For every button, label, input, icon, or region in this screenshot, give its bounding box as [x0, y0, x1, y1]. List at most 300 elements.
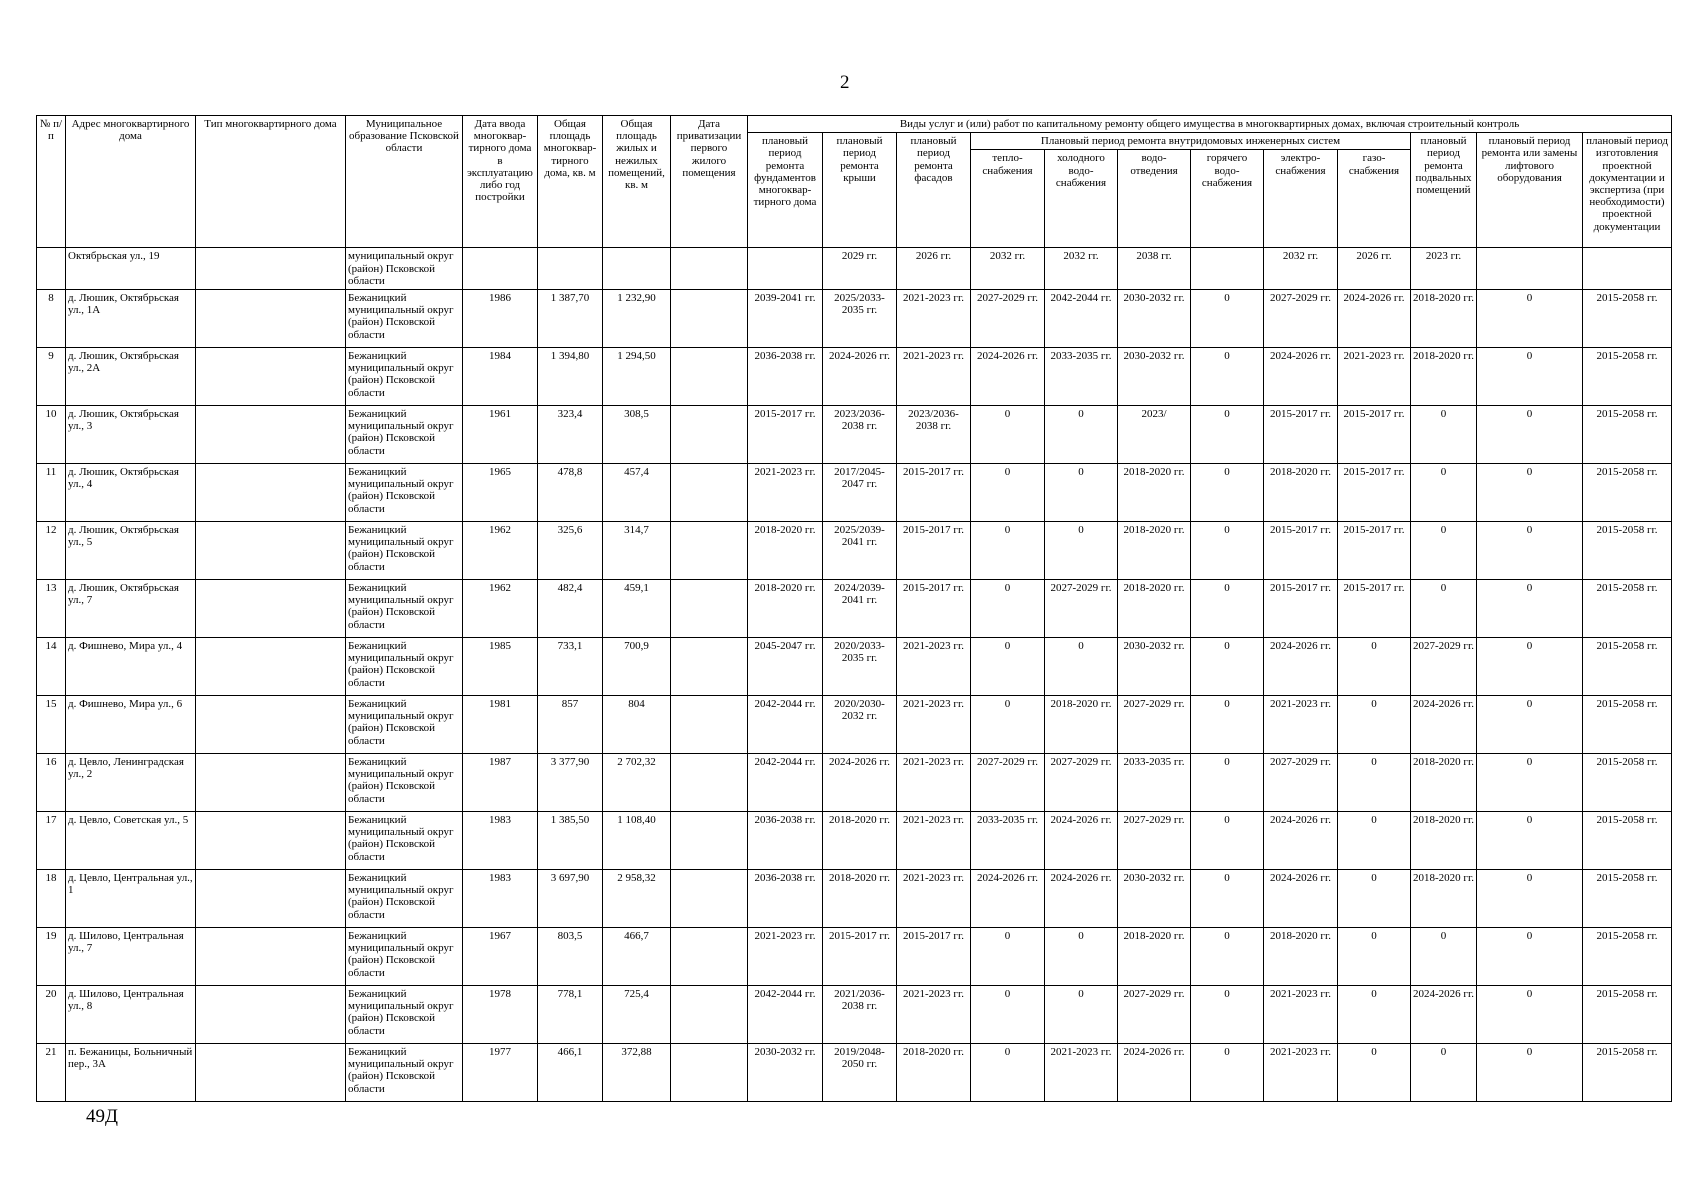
cell-privatization: [671, 522, 748, 580]
col-header-hot-water: горячего водо-снабжения: [1191, 150, 1264, 248]
cell-total-area: [538, 248, 603, 290]
cell-house-type: [196, 638, 346, 696]
cell-living-area: 2 958,32: [603, 870, 671, 928]
cell-privatization: [671, 696, 748, 754]
cell-electric: 2024-2026 гг.: [1264, 348, 1338, 406]
cell-basement: 2023 гг.: [1411, 248, 1477, 290]
cell-living-area: 1 232,90: [603, 290, 671, 348]
col-header-privatization-date: Дата приватизации первого жилого помещения: [671, 116, 748, 248]
cell-year: 1987: [463, 754, 538, 812]
cell-address: д. Цевло, Центральная ул., 1: [66, 870, 196, 928]
cell-design: 2015-2058 гг.: [1583, 928, 1672, 986]
cell-hot-water: 0: [1191, 348, 1264, 406]
col-header-gas: газо-снабжения: [1338, 150, 1411, 248]
cell-roof: 2024/2039-2041 гг.: [823, 580, 897, 638]
cell-electric: 2021-2023 гг.: [1264, 696, 1338, 754]
cell-elevator: 0: [1477, 870, 1583, 928]
cell-basement: 2024-2026 гг.: [1411, 986, 1477, 1044]
cell-house-type: [196, 464, 346, 522]
cell-design: 2015-2058 гг.: [1583, 1044, 1672, 1102]
cell-privatization: [671, 928, 748, 986]
cell-living-area: 308,5: [603, 406, 671, 464]
cell-year: 1978: [463, 986, 538, 1044]
table-row: [37, 522, 1672, 580]
cell-drainage: 2030-2032 гг.: [1118, 348, 1191, 406]
cell-elevator: 0: [1477, 580, 1583, 638]
cell-cold-water: 0: [1045, 928, 1118, 986]
col-header-commission-date: Дата ввода многоквар-тирного дома в эксплуатацию либо год постройки: [463, 116, 538, 248]
cell-drainage: 2018-2020 гг.: [1118, 464, 1191, 522]
cell-house-type: [196, 696, 346, 754]
cell-foundation: 2042-2044 гг.: [748, 696, 823, 754]
cell-design: 2015-2058 гг.: [1583, 870, 1672, 928]
cell-hot-water: 0: [1191, 406, 1264, 464]
cell-address: д. Фишнево, Мира ул., 4: [66, 638, 196, 696]
cell-roof: 2023/2036-2038 гг.: [823, 406, 897, 464]
cell-basement: 0: [1411, 580, 1477, 638]
cell-house-type: [196, 406, 346, 464]
cell-cold-water: 2033-2035 гг.: [1045, 348, 1118, 406]
cell-privatization: [671, 986, 748, 1044]
table-row: [37, 696, 1672, 754]
col-header-heat: тепло-снабжения: [971, 150, 1045, 248]
cell-address: д. Цевло, Ленинградская ул., 2: [66, 754, 196, 812]
cell-num: 18: [37, 870, 66, 928]
col-header-basement: плановый период ремонта подвальных помещений: [1411, 133, 1477, 248]
cell-elevator: 0: [1477, 522, 1583, 580]
cell-roof: 2025/2033-2035 гг.: [823, 290, 897, 348]
cell-design: 2015-2058 гг.: [1583, 406, 1672, 464]
table-row: [37, 1044, 1672, 1102]
cell-facade: 2021-2023 гг.: [897, 986, 971, 1044]
cell-design: 2015-2058 гг.: [1583, 812, 1672, 870]
cell-address: д. Цевло, Советская ул., 5: [66, 812, 196, 870]
cell-basement: 0: [1411, 406, 1477, 464]
cell-num: 21: [37, 1044, 66, 1102]
col-header-address: Адрес многоквартирного дома: [66, 116, 196, 248]
cell-heat: 0: [971, 638, 1045, 696]
cell-year: 1983: [463, 812, 538, 870]
cell-drainage: 2030-2032 гг.: [1118, 870, 1191, 928]
cell-total-area: 1 385,50: [538, 812, 603, 870]
cell-heat: 2027-2029 гг.: [971, 754, 1045, 812]
page-number: 2: [840, 72, 850, 93]
table-row-continued: [37, 248, 1672, 290]
table-row: [37, 406, 1672, 464]
cell-facade: 2026 гг.: [897, 248, 971, 290]
cell-privatization: [671, 754, 748, 812]
cell-roof: 2018-2020 гг.: [823, 812, 897, 870]
cell-design: 2015-2058 гг.: [1583, 696, 1672, 754]
cell-address: д. Люшик, Октябрьская ул., 3: [66, 406, 196, 464]
cell-basement: 2018-2020 гг.: [1411, 812, 1477, 870]
cell-basement: 0: [1411, 464, 1477, 522]
cell-foundation: 2036-2038 гг.: [748, 812, 823, 870]
cell-municipality: Бежаницкий муниципальный округ (район) Псковской области: [346, 812, 463, 870]
cell-privatization: [671, 580, 748, 638]
cell-municipality: Бежаницкий муниципальный округ (район) Псковской области: [346, 1044, 463, 1102]
cell-facade: 2015-2017 гг.: [897, 580, 971, 638]
cell-house-type: [196, 812, 346, 870]
cell-electric: 2015-2017 гг.: [1264, 406, 1338, 464]
cell-facade: 2021-2023 гг.: [897, 348, 971, 406]
cell-year: 1986: [463, 290, 538, 348]
cell-facade: 2021-2023 гг.: [897, 812, 971, 870]
cell-design: 2015-2058 гг.: [1583, 986, 1672, 1044]
cell-gas: 0: [1338, 696, 1411, 754]
cell-num: 15: [37, 696, 66, 754]
cell-cold-water: 2027-2029 гг.: [1045, 754, 1118, 812]
cell-roof: 2024-2026 гг.: [823, 348, 897, 406]
cell-gas: 2015-2017 гг.: [1338, 406, 1411, 464]
cell-design: 2015-2058 гг.: [1583, 754, 1672, 812]
cell-num: 8: [37, 290, 66, 348]
cell-foundation: 2042-2044 гг.: [748, 754, 823, 812]
cell-basement: 2018-2020 гг.: [1411, 290, 1477, 348]
cell-living-area: 725,4: [603, 986, 671, 1044]
cell-privatization: [671, 638, 748, 696]
cell-elevator: 0: [1477, 812, 1583, 870]
cell-num: 20: [37, 986, 66, 1044]
cell-living-area: 1 108,40: [603, 812, 671, 870]
cell-year: 1981: [463, 696, 538, 754]
cell-municipality: Бежаницкий муниципальный округ (район) Псковской области: [346, 870, 463, 928]
cell-municipality: Бежаницкий муниципальный округ (район) Псковской области: [346, 638, 463, 696]
cell-municipality: Бежаницкий муниципальный округ (район) Псковской области: [346, 290, 463, 348]
cell-roof: 2029 гг.: [823, 248, 897, 290]
cell-design: 2015-2058 гг.: [1583, 348, 1672, 406]
cell-foundation: 2015-2017 гг.: [748, 406, 823, 464]
cell-hot-water: 0: [1191, 1044, 1264, 1102]
cell-hot-water: 0: [1191, 464, 1264, 522]
cell-facade: 2015-2017 гг.: [897, 928, 971, 986]
cell-cold-water: 2032 гг.: [1045, 248, 1118, 290]
table-row: [37, 638, 1672, 696]
cell-address: Октябрьская ул., 19: [66, 248, 196, 290]
cell-elevator: 0: [1477, 348, 1583, 406]
cell-num: 17: [37, 812, 66, 870]
cell-living-area: [603, 248, 671, 290]
col-header-elevator: плановый период ремонта или замены лифтового оборудования: [1477, 133, 1583, 248]
cell-total-area: 3 377,90: [538, 754, 603, 812]
cell-heat: 2027-2029 гг.: [971, 290, 1045, 348]
cell-address: д. Шилово, Центральная ул., 7: [66, 928, 196, 986]
cell-foundation: 2039-2041 гг.: [748, 290, 823, 348]
cell-address: д. Люшик, Октябрьская ул., 7: [66, 580, 196, 638]
cell-address: п. Бежаницы, Больничный пер., 3А: [66, 1044, 196, 1102]
cell-hot-water: 0: [1191, 522, 1264, 580]
cell-foundation: 2018-2020 гг.: [748, 580, 823, 638]
cell-basement: 2024-2026 гг.: [1411, 696, 1477, 754]
cell-num: 13: [37, 580, 66, 638]
cell-elevator: 0: [1477, 406, 1583, 464]
cell-address: д. Люшик, Октябрьская ул., 1А: [66, 290, 196, 348]
cell-facade: 2018-2020 гг.: [897, 1044, 971, 1102]
cell-foundation: [748, 248, 823, 290]
cell-year: 1967: [463, 928, 538, 986]
cell-living-area: 804: [603, 696, 671, 754]
cell-municipality: Бежаницкий муниципальный округ (район) Псковской области: [346, 464, 463, 522]
cell-num: 11: [37, 464, 66, 522]
cell-year: 1983: [463, 870, 538, 928]
table-row: [37, 928, 1672, 986]
cell-municipality: Бежаницкий муниципальный округ (район) Псковской области: [346, 928, 463, 986]
col-header-facade: плановый период ремонта фасадов: [897, 133, 971, 248]
cell-heat: 0: [971, 464, 1045, 522]
cell-municipality: муниципальный округ (район) Псковской области: [346, 248, 463, 290]
cell-drainage: 2027-2029 гг.: [1118, 812, 1191, 870]
cell-privatization: [671, 406, 748, 464]
cell-drainage: 2023/: [1118, 406, 1191, 464]
col-header-living-area: Общая площадь жилых и нежилых помещений, кв. м: [603, 116, 671, 248]
cell-foundation: 2021-2023 гг.: [748, 928, 823, 986]
cell-total-area: 478,8: [538, 464, 603, 522]
cell-elevator: 0: [1477, 928, 1583, 986]
cell-total-area: 1 387,70: [538, 290, 603, 348]
cell-total-area: 803,5: [538, 928, 603, 986]
cell-house-type: [196, 348, 346, 406]
cell-total-area: 482,4: [538, 580, 603, 638]
cell-gas: 2026 гг.: [1338, 248, 1411, 290]
cell-privatization: [671, 290, 748, 348]
cell-roof: 2015-2017 гг.: [823, 928, 897, 986]
cell-hot-water: 0: [1191, 870, 1264, 928]
cell-cold-water: 0: [1045, 638, 1118, 696]
cell-year: 1985: [463, 638, 538, 696]
cell-num: [37, 248, 66, 290]
cell-year: 1961: [463, 406, 538, 464]
cell-living-area: 466,7: [603, 928, 671, 986]
cell-design: 2015-2058 гг.: [1583, 290, 1672, 348]
cell-hot-water: 0: [1191, 754, 1264, 812]
cell-num: 9: [37, 348, 66, 406]
cell-privatization: [671, 348, 748, 406]
cell-elevator: 0: [1477, 1044, 1583, 1102]
cell-facade: 2021-2023 гг.: [897, 754, 971, 812]
cell-cold-water: 2018-2020 гг.: [1045, 696, 1118, 754]
col-header-total-area: Общая площадь многоквар-тирного дома, кв. м: [538, 116, 603, 248]
cell-foundation: 2036-2038 гг.: [748, 348, 823, 406]
cell-address: д. Люшик, Октябрьская ул., 4: [66, 464, 196, 522]
cell-gas: 2015-2017 гг.: [1338, 580, 1411, 638]
cell-total-area: 1 394,80: [538, 348, 603, 406]
cell-electric: 2027-2029 гг.: [1264, 290, 1338, 348]
cell-living-area: 2 702,32: [603, 754, 671, 812]
cell-hot-water: 0: [1191, 290, 1264, 348]
cell-drainage: 2030-2032 гг.: [1118, 290, 1191, 348]
cell-design: 2015-2058 гг.: [1583, 638, 1672, 696]
cell-address: д. Шилово, Центральная ул., 8: [66, 986, 196, 1044]
cell-elevator: 0: [1477, 638, 1583, 696]
cell-address: д. Фишнево, Мира ул., 6: [66, 696, 196, 754]
cell-roof: 2020/2030-2032 гг.: [823, 696, 897, 754]
cell-electric: 2015-2017 гг.: [1264, 522, 1338, 580]
cell-num: 16: [37, 754, 66, 812]
cell-drainage: 2027-2029 гг.: [1118, 696, 1191, 754]
cell-cold-water: 2027-2029 гг.: [1045, 580, 1118, 638]
cell-municipality: Бежаницкий муниципальный округ (район) Псковской области: [346, 406, 463, 464]
cell-cold-water: 2024-2026 гг.: [1045, 812, 1118, 870]
cell-heat: 2024-2026 гг.: [971, 870, 1045, 928]
cell-electric: 2032 гг.: [1264, 248, 1338, 290]
cell-facade: 2021-2023 гг.: [897, 696, 971, 754]
cell-heat: 0: [971, 580, 1045, 638]
cell-facade: 2021-2023 гг.: [897, 290, 971, 348]
cell-municipality: Бежаницкий муниципальный округ (район) Псковской области: [346, 580, 463, 638]
cell-living-area: 459,1: [603, 580, 671, 638]
cell-municipality: Бежаницкий муниципальный округ (район) Псковской области: [346, 522, 463, 580]
cell-basement: 0: [1411, 928, 1477, 986]
cell-cold-water: 2021-2023 гг.: [1045, 1044, 1118, 1102]
cell-basement: 0: [1411, 522, 1477, 580]
cell-foundation: 2021-2023 гг.: [748, 464, 823, 522]
cell-drainage: 2033-2035 гг.: [1118, 754, 1191, 812]
cell-total-area: 778,1: [538, 986, 603, 1044]
table-row: [37, 870, 1672, 928]
cell-hot-water: 0: [1191, 638, 1264, 696]
cell-cold-water: 2024-2026 гг.: [1045, 870, 1118, 928]
document-code: 49Д: [86, 1106, 118, 1127]
cell-design: 2015-2058 гг.: [1583, 522, 1672, 580]
col-header-engineering-group: Плановый период ремонта внутридомовых инженерных систем: [971, 133, 1411, 150]
cell-gas: 0: [1338, 928, 1411, 986]
cell-foundation: 2045-2047 гг.: [748, 638, 823, 696]
cell-facade: 2021-2023 гг.: [897, 870, 971, 928]
cell-house-type: [196, 248, 346, 290]
cell-gas: 0: [1338, 870, 1411, 928]
cell-facade: 2015-2017 гг.: [897, 522, 971, 580]
cell-drainage: 2027-2029 гг.: [1118, 986, 1191, 1044]
cell-gas: 2015-2017 гг.: [1338, 522, 1411, 580]
cell-electric: 2024-2026 гг.: [1264, 638, 1338, 696]
cell-living-area: 1 294,50: [603, 348, 671, 406]
cell-basement: 2018-2020 гг.: [1411, 754, 1477, 812]
cell-address: д. Люшик, Октябрьская ул., 5: [66, 522, 196, 580]
cell-year: 1984: [463, 348, 538, 406]
cell-gas: 2015-2017 гг.: [1338, 464, 1411, 522]
cell-gas: 2021-2023 гг.: [1338, 348, 1411, 406]
table-row: [37, 290, 1672, 348]
cell-roof: 2020/2033-2035 гг.: [823, 638, 897, 696]
cell-address: д. Люшик, Октябрьская ул., 2А: [66, 348, 196, 406]
cell-house-type: [196, 1044, 346, 1102]
header-row-1: [37, 116, 1672, 133]
cell-house-type: [196, 580, 346, 638]
cell-living-area: 372,88: [603, 1044, 671, 1102]
cell-living-area: 700,9: [603, 638, 671, 696]
cell-electric: 2021-2023 гг.: [1264, 1044, 1338, 1102]
cell-house-type: [196, 870, 346, 928]
cell-elevator: [1477, 248, 1583, 290]
cell-facade: 2021-2023 гг.: [897, 638, 971, 696]
cell-privatization: [671, 464, 748, 522]
cell-num: 14: [37, 638, 66, 696]
cell-cold-water: 0: [1045, 986, 1118, 1044]
cell-total-area: 857: [538, 696, 603, 754]
cell-municipality: Бежаницкий муниципальный округ (район) Псковской области: [346, 696, 463, 754]
cell-cold-water: 0: [1045, 522, 1118, 580]
cell-roof: 2024-2026 гг.: [823, 754, 897, 812]
cell-total-area: 3 697,90: [538, 870, 603, 928]
cell-heat: 0: [971, 1044, 1045, 1102]
cell-municipality: Бежаницкий муниципальный округ (район) Псковской области: [346, 986, 463, 1044]
col-header-house-type: Тип многоквартирного дома: [196, 116, 346, 248]
cell-num: 10: [37, 406, 66, 464]
col-header-num: № п/п: [37, 116, 66, 248]
cell-electric: 2024-2026 гг.: [1264, 870, 1338, 928]
cell-electric: 2027-2029 гг.: [1264, 754, 1338, 812]
cell-year: [463, 248, 538, 290]
cell-cold-water: 2042-2044 гг.: [1045, 290, 1118, 348]
cell-cold-water: 0: [1045, 406, 1118, 464]
col-header-roof: плановый период ремонта крыши: [823, 133, 897, 248]
cell-design: 2015-2058 гг.: [1583, 580, 1672, 638]
cell-drainage: 2018-2020 гг.: [1118, 522, 1191, 580]
cell-drainage: 2024-2026 гг.: [1118, 1044, 1191, 1102]
cell-basement: 2018-2020 гг.: [1411, 870, 1477, 928]
cell-total-area: 325,6: [538, 522, 603, 580]
capital-repair-table: [36, 115, 1672, 1102]
cell-drainage: 2030-2032 гг.: [1118, 638, 1191, 696]
cell-heat: 2032 гг.: [971, 248, 1045, 290]
cell-basement: 2027-2029 гг.: [1411, 638, 1477, 696]
cell-house-type: [196, 986, 346, 1044]
cell-electric: 2021-2023 гг.: [1264, 986, 1338, 1044]
col-header-works-group: Виды услуг и (или) работ по капитальному ремонту общего имущества в многоквартирных домах, включая строительный контроль: [748, 116, 1672, 133]
cell-hot-water: 0: [1191, 812, 1264, 870]
cell-elevator: 0: [1477, 986, 1583, 1044]
cell-total-area: 733,1: [538, 638, 603, 696]
cell-foundation: 2030-2032 гг.: [748, 1044, 823, 1102]
cell-design: [1583, 248, 1672, 290]
cell-heat: 0: [971, 696, 1045, 754]
cell-cold-water: 0: [1045, 464, 1118, 522]
table-row: [37, 754, 1672, 812]
cell-roof: 2019/2048-2050 гг.: [823, 1044, 897, 1102]
cell-privatization: [671, 812, 748, 870]
cell-electric: 2015-2017 гг.: [1264, 580, 1338, 638]
cell-elevator: 0: [1477, 754, 1583, 812]
cell-hot-water: 0: [1191, 696, 1264, 754]
cell-electric: 2018-2020 гг.: [1264, 928, 1338, 986]
cell-heat: 0: [971, 928, 1045, 986]
cell-basement: 0: [1411, 1044, 1477, 1102]
cell-hot-water: [1191, 248, 1264, 290]
cell-privatization: [671, 248, 748, 290]
cell-gas: 0: [1338, 1044, 1411, 1102]
cell-house-type: [196, 290, 346, 348]
cell-heat: 0: [971, 406, 1045, 464]
col-header-foundation: плановый период ремонта фундаментов многоквар-тирного дома: [748, 133, 823, 248]
cell-electric: 2018-2020 гг.: [1264, 464, 1338, 522]
cell-privatization: [671, 870, 748, 928]
cell-gas: 0: [1338, 986, 1411, 1044]
cell-foundation: 2018-2020 гг.: [748, 522, 823, 580]
cell-facade: 2023/2036-2038 гг.: [897, 406, 971, 464]
cell-roof: 2018-2020 гг.: [823, 870, 897, 928]
cell-basement: 2018-2020 гг.: [1411, 348, 1477, 406]
cell-drainage: 2038 гг.: [1118, 248, 1191, 290]
cell-gas: 0: [1338, 638, 1411, 696]
col-header-cold-water: холодного водо-снабжения: [1045, 150, 1118, 248]
cell-elevator: 0: [1477, 696, 1583, 754]
cell-gas: 0: [1338, 754, 1411, 812]
table-row: [37, 986, 1672, 1044]
table-row: [37, 812, 1672, 870]
cell-house-type: [196, 928, 346, 986]
cell-gas: 2024-2026 гг.: [1338, 290, 1411, 348]
col-header-municipality: Муниципальное образование Псковской области: [346, 116, 463, 248]
